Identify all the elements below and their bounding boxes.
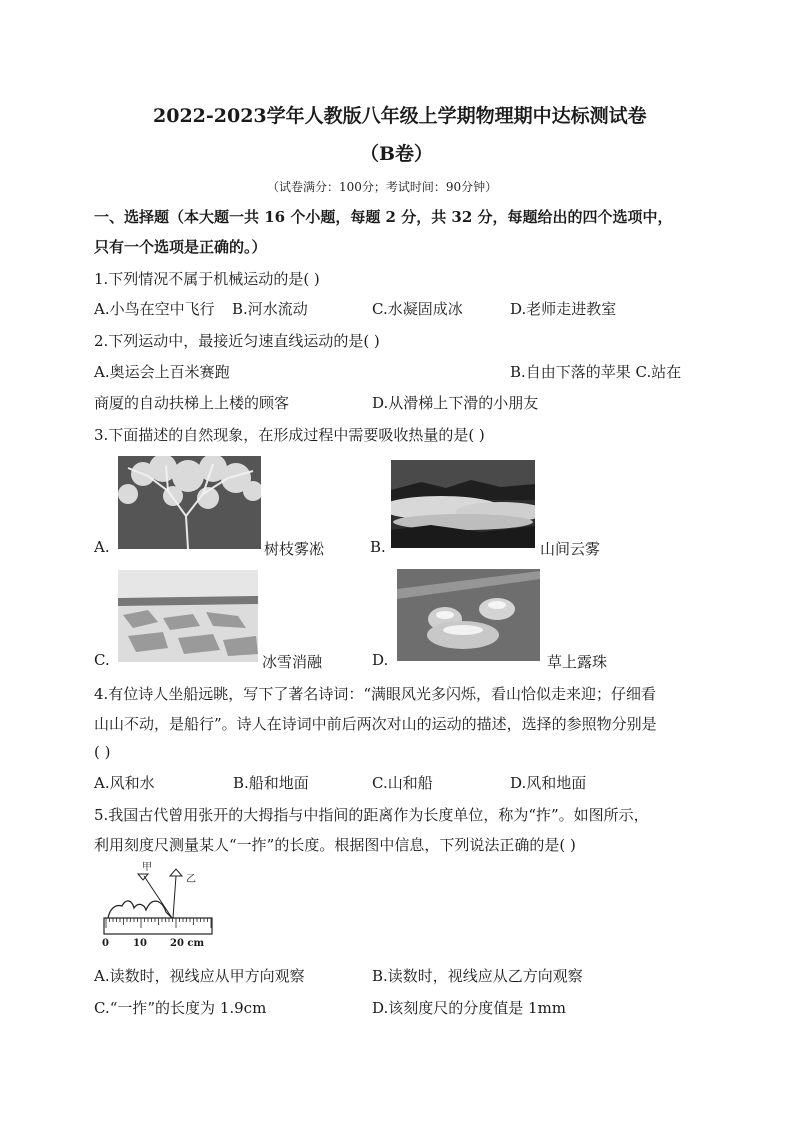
rime-tree-photo [118, 456, 261, 549]
ruler-figure [96, 860, 220, 956]
q5-option-d: D.该刻度尺的分度值是 1mm [372, 999, 567, 1017]
q2-option-c-continued: 商厦的自动扶梯上上楼的顾客 [94, 394, 290, 412]
q3-option-d-text: 草上露珠 [547, 653, 608, 671]
label-jia: 甲 [142, 862, 152, 873]
q4-stem-line2: 山山不动，是船行”。诗人在诗词中前后两次对山的运动的描述，选择的参照物分别是 [94, 715, 657, 733]
q5-option-b: B.读数时，视线应从乙方向观察 [372, 967, 583, 985]
q2-option-d: D.从滑梯上下滑的小朋友 [372, 394, 539, 412]
label-yi: 乙 [186, 874, 196, 885]
q4-option-c: C.山和船 [372, 774, 433, 792]
q5-stem-line1: 5.我国古代曾用张开的大拇指与中指间的距离作为长度单位，称为“拃”。如图所示， [94, 806, 649, 824]
mountain-clouds-photo [391, 460, 535, 548]
page-subtitle: （B卷） [360, 143, 434, 165]
exam-meta: （试卷满分：100分；考试时间：90分钟） [267, 180, 498, 194]
q2-stem: 2.下列运动中，最接近匀速直线运动的是( ) [94, 332, 380, 350]
q4-stem-line3: ( ) [94, 743, 111, 761]
q3-option-a-text: 树枝雾凇 [264, 540, 325, 558]
q1-option-c: C.水凝固成冰 [372, 300, 463, 318]
q1-stem: 1.下列情况不属于机械运动的是( ) [94, 270, 320, 288]
section-heading-line2: 只有一个选项是正确的。） [94, 238, 267, 256]
q3-option-a-letter: A. [94, 538, 110, 556]
q1-option-b: B.河水流动 [232, 300, 308, 318]
q4-option-b: B.船和地面 [233, 774, 309, 792]
q3-option-c-text: 冰雪消融 [262, 653, 323, 671]
q3-option-d-letter: D. [372, 651, 389, 669]
q5-stem-line2: 利用刻度尺测量某人“一拃”的长度。根据图中信息，下列说法正确的是( ) [94, 836, 576, 854]
q3-option-b-text: 山间云雾 [540, 540, 601, 558]
q1-option-a: A.小鸟在空中飞行 [94, 300, 215, 318]
section-heading-line1: 一、选择题（本大题一共 16 个小题，每题 2 分，共 32 分，每题给出的四个选项中， [94, 208, 673, 226]
ruler-tick-20: 20 cm [170, 938, 205, 949]
q3-option-c-letter: C. [94, 651, 110, 669]
q2-option-b-c: B.自由下落的苹果 C.站在 [510, 363, 682, 381]
q5-option-c: C.“一拃”的长度为 1.9cm [94, 999, 267, 1017]
q4-stem-line1: 4.有位诗人坐船远眺，写下了著名诗词：“满眼风光多闪烁，看山恰似走来迎；仔细看 [94, 685, 656, 703]
q2-option-a: A.奥运会上百米赛跑 [94, 363, 230, 381]
q3-option-b-letter: B. [370, 538, 386, 556]
dew-drops-photo [397, 569, 540, 661]
ruler-tick-10: 10 [133, 938, 147, 949]
ruler-tick-0: 0 [102, 938, 109, 949]
q3-stem: 3.下面描述的自然现象，在形成过程中需要吸收热量的是( ) [94, 426, 485, 444]
q4-option-d: D.风和地面 [510, 774, 587, 792]
page-title: 2022-2023学年人教版八年级上学期物理期中达标测试卷 [153, 105, 647, 127]
q1-option-d: D.老师走进教室 [510, 300, 617, 318]
q4-option-a: A.风和水 [94, 774, 155, 792]
q5-option-a: A.读数时，视线应从甲方向观察 [94, 967, 305, 985]
melting-ice-photo [118, 570, 258, 662]
